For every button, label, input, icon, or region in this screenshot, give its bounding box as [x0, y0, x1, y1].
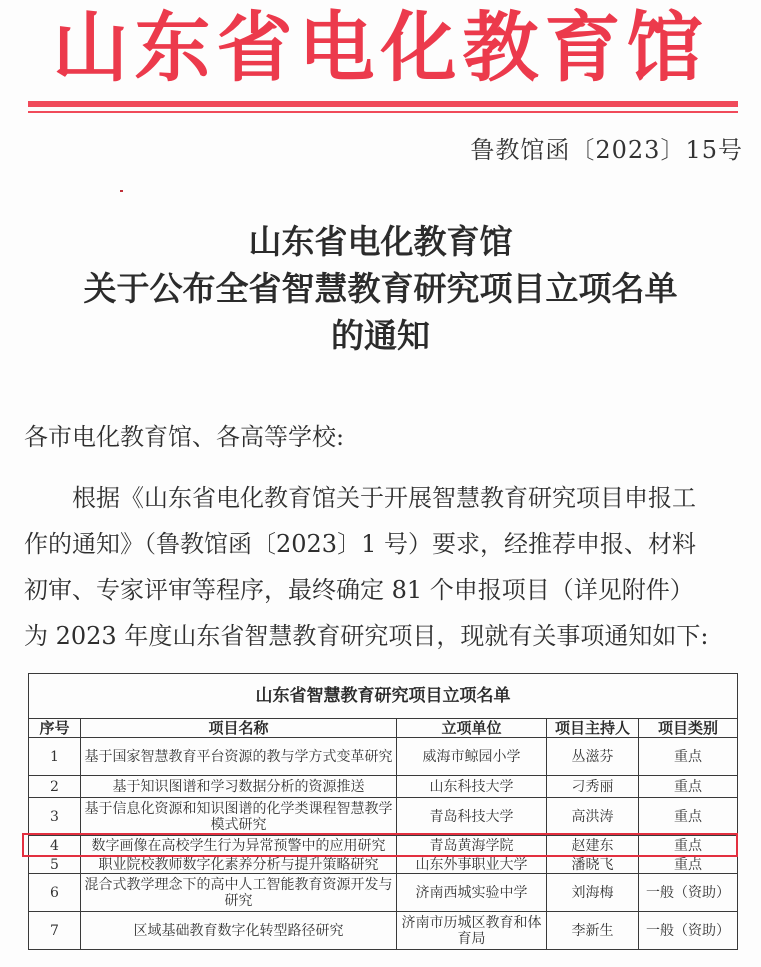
cell-host: 刘海梅: [547, 874, 639, 912]
cell-unit: 青岛黄海学院: [397, 836, 547, 856]
cell-project-name: 混合式教学理念下的高中人工智能教育资源开发与研究: [81, 874, 397, 912]
body-line: 根据《山东省电化教育馆关于开展智慧教育研究项目申报工: [72, 484, 696, 512]
cell-unit: 山东科技大学: [397, 776, 547, 798]
body-line: 作的通知》（鲁教馆函〔2023〕1 号）要求，经推荐申报、材料: [24, 530, 696, 558]
cell-host: 赵建东: [547, 836, 639, 856]
cell-host: 潘晓飞: [547, 856, 639, 874]
cell-no: 3: [29, 798, 81, 836]
cell-category: 重点: [639, 776, 738, 798]
scan-mark: [120, 190, 123, 192]
cell-project-name: 基于信息化资源和知识图谱的化学类课程智慧教学模式研究: [81, 798, 397, 836]
project-list-table: [28, 673, 738, 950]
cell-project-name: 基于国家智慧教育平台资源的教与学方式变革研究: [81, 738, 397, 776]
title-line-2: 关于公布全省智慧教育研究项目立项名单: [83, 269, 678, 308]
cell-host: 高洪涛: [547, 798, 639, 836]
cell-host: 刁秀丽: [547, 776, 639, 798]
document-title: [0, 218, 761, 359]
cell-project-name: 基于知识图谱和学习数据分析的资源推送: [81, 776, 397, 798]
cell-unit: 济南市历城区教育和体育局: [397, 912, 547, 950]
cell-category: 一般（资助）: [639, 874, 738, 912]
header-project-name: 项目名称: [81, 719, 397, 738]
table-row: [29, 874, 738, 912]
cell-no: 2: [29, 776, 81, 798]
cell-project-name: 职业院校教师数字化素养分析与提升策略研究: [81, 856, 397, 874]
cell-category: 重点: [639, 738, 738, 776]
cell-no: 6: [29, 874, 81, 912]
cell-no: 1: [29, 738, 81, 776]
letterhead-org-name: 山东省电化教育馆: [52, 3, 709, 92]
cell-category: 重点: [639, 836, 738, 856]
salutation: 各市电化教育馆、各高等学校:: [24, 423, 345, 451]
header-no: 序号: [29, 719, 81, 738]
body-line: 初审、专家评审等程序，最终确定 81 个申报项目（详见附件）: [24, 576, 694, 604]
cell-unit: 山东外事职业大学: [397, 856, 547, 874]
table-row: [29, 912, 738, 950]
header-host: 项目主持人: [547, 719, 639, 738]
project-list-table-container: [28, 673, 737, 950]
cell-unit: 青岛科技大学: [397, 798, 547, 836]
table-row: [29, 798, 738, 836]
cell-no: 4: [29, 836, 81, 856]
body-line: 为 2023 年度山东省智慧教育研究项目，现就有关事项通知如下:: [24, 622, 709, 650]
table-row: [29, 856, 738, 874]
table-row: [29, 776, 738, 798]
cell-unit: 威海市鲸园小学: [397, 738, 547, 776]
cell-project-name: 区域基础教育数字化转型路径研究: [81, 912, 397, 950]
header-category: 项目类别: [639, 719, 738, 738]
letterhead-divider-thin: [28, 111, 738, 113]
cell-category: 一般（资助）: [639, 912, 738, 950]
table-title: 山东省智慧教育研究项目立项名单: [29, 674, 738, 719]
table-row: [29, 738, 738, 776]
cell-category: 重点: [639, 798, 738, 836]
cell-category: 重点: [639, 856, 738, 874]
table-row-highlighted: [29, 836, 738, 856]
document-number: 鲁教馆函〔2023〕15号: [470, 136, 743, 164]
cell-unit: 济南西城实验中学: [397, 874, 547, 912]
header-unit: 立项单位: [397, 719, 547, 738]
body-paragraph: [24, 475, 750, 659]
title-line-3: 的通知: [331, 316, 430, 355]
title-line-1: 山东省电化教育馆: [248, 222, 513, 261]
cell-no: 7: [29, 912, 81, 950]
table-header-row: [29, 719, 738, 738]
letterhead-divider-thick: [28, 101, 738, 107]
cell-host: 丛滋芬: [547, 738, 639, 776]
cell-host: 李新生: [547, 912, 639, 950]
cell-no: 5: [29, 856, 81, 874]
cell-project-name: 数字画像在高校学生行为异常预警中的应用研究: [81, 836, 397, 856]
